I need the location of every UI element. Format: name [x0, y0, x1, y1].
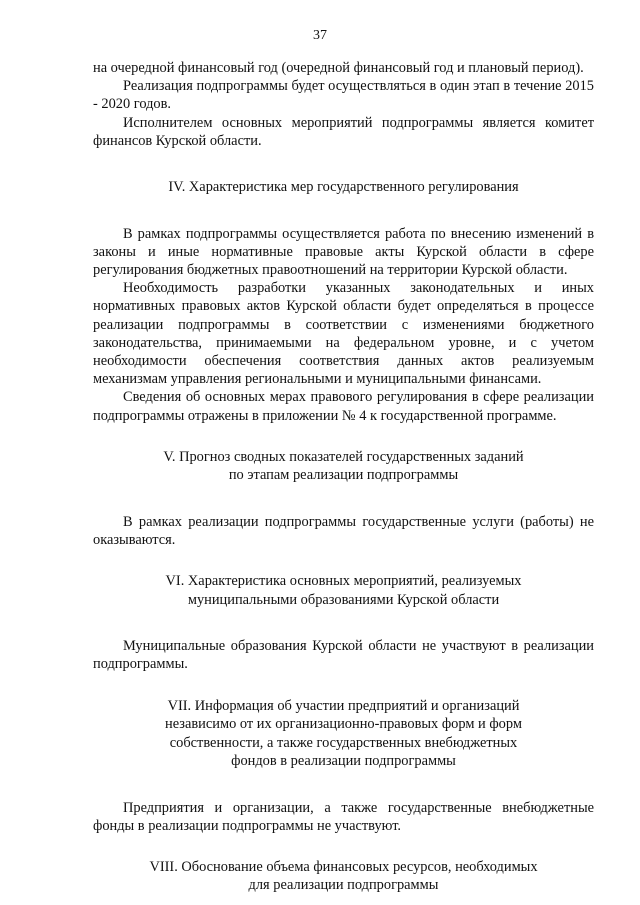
heading-line: муниципальными образованиями Курской области	[187, 591, 500, 608]
heading-line: независимо от их организационно-правовых форм и форм	[165, 716, 522, 733]
document-body	[93, 59, 594, 895]
heading-line: VIII. Обоснование объема финансовых ресурсов, необходимых	[149, 858, 538, 875]
heading-line: V. Прогноз сводных показателей государственных заданий	[163, 448, 524, 465]
heading-line: VI. Характеристика основных мероприятий, реализуемых	[165, 573, 522, 590]
paragraph-executor: Исполнителем основных мероприятий подпрограммы является комитет финансов Курской области.	[93, 114, 594, 149]
section-heading-viii	[93, 858, 594, 895]
paragraph-legislation-work: В рамках подпрограммы осуществляется работа по внесению изменений в законы и иные нормативные правовые акты Курской области в сфере регулирования бюджетных правоотношений на территории Курской области.	[93, 225, 594, 278]
section-heading-v	[93, 448, 594, 485]
heading-line: для реализации подпрограммы	[248, 877, 439, 894]
section-heading-iv: IV. Характеристика мер государственного регулирования	[168, 179, 519, 196]
paragraph-enterprises: Предприятия и организации, а также государственные внебюджетные фонды в реализации подпрограммы не участвуют.	[93, 799, 594, 834]
section-heading-vi	[93, 572, 594, 609]
heading-line: фондов в реализации подпрограммы	[231, 753, 456, 770]
page-number: 37	[313, 28, 327, 43]
paragraph-continuation: на очередной финансовый год (очередной финансовый год и плановый период).	[93, 60, 584, 76]
heading-line: по этапам реализации подпрограммы	[228, 467, 459, 484]
paragraph-municipalities: Муниципальные образования Курской области не участвуют в реализации подпрограммы.	[93, 638, 594, 673]
section-heading-vii	[93, 697, 594, 771]
paragraph-implementation-stage: Реализация подпрограммы будет осуществляться в один этап в течение 2015 - 2020 годов.	[93, 78, 594, 113]
heading-line: VII. Информация об участии предприятий и организаций	[167, 697, 520, 714]
paragraph-services: В рамках реализации подпрограммы государственные услуги (работы) не оказываются.	[93, 513, 594, 548]
heading-line: собственности, а также государственных внебюджетных	[169, 734, 518, 751]
paragraph-necessity: Необходимость разработки указанных законодательных и иных нормативных правовых актов Курской области будет определяться в процессе реализации подпрограммы в соответствии с изменениями бюджетного законодательства, принимаемыми на федеральном уровне, и с учетом необходимости обеспечения соответствия данных актов реализуемым механизмам управления региональными и муниципальными финансами.	[93, 280, 594, 388]
paragraph-regulation-info: Сведения об основных мерах правового регулирования в сфере реализации подпрограммы отражены в приложении № 4 к государственной программе.	[93, 389, 594, 424]
